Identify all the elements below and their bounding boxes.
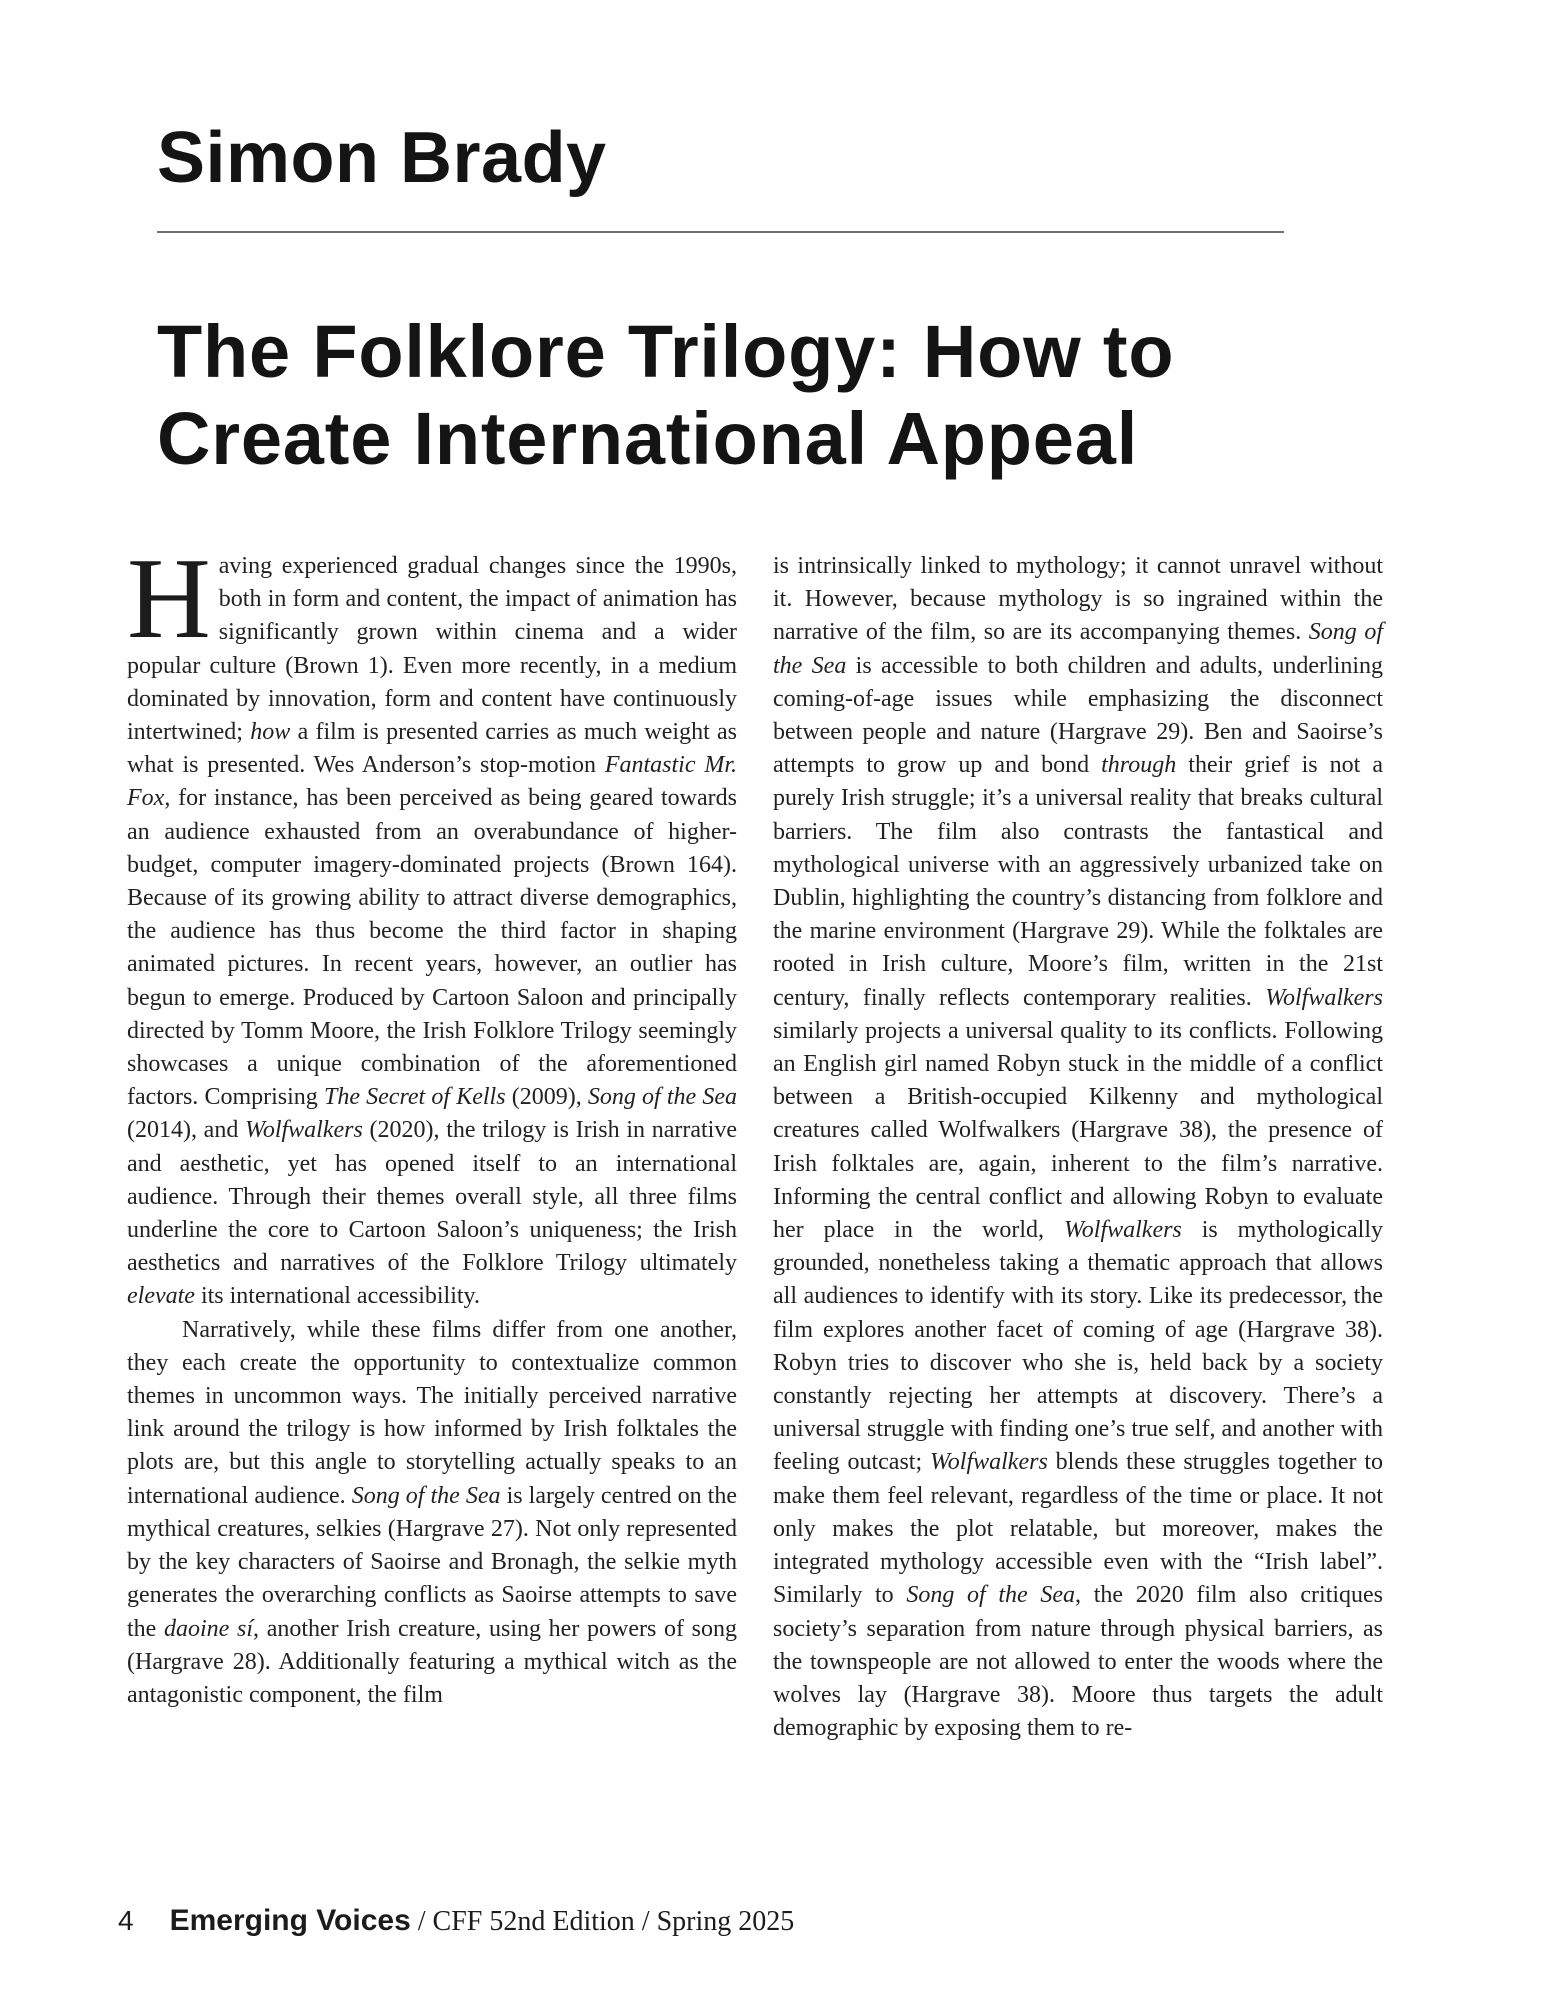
film-title: Song of the Sea [351,1482,501,1509]
film-title: Fantastic Mr. Fox [127,752,737,812]
edition-info: / CFF 52nd Edition / Spring 2025 [410,1906,795,1937]
text-run: (2014), and [127,1117,246,1144]
paragraph-2-continued [773,550,1383,1745]
text-run: is intrinsically linked to mythology; it cannot unravel without it. However, because mythology is so ingrained within the narrative of the film, so are its accompanying themes. [773,553,1383,646]
page-number: 4 [118,1905,134,1936]
text-run: aving experienced gradual changes since the 1990s, both in form and content, the impact of animation has significantly grown within cinema and a wider popular culture (Brown 1). Even more recently, in a medium dominated by innovation, form and content have continuously intertwined; [127,553,737,746]
film-title: Song of the Sea [906,1582,1076,1609]
text-run: their grief is not a purely Irish struggle; it’s a universal reality that breaks cultural barriers. The film also contrasts the fantastical and mythological universe with an aggressively urbanized take on Dublin, highlighting the country’s distancing from folklore and the marine environment (Hargrave 29). While the folktales are rooted in Irish culture, Moore’s film, written in the 21st century, finally reflects contemporary realities. [773,752,1383,1011]
author-name: Simon Brady [157,118,607,198]
emphasis: through [1101,752,1177,779]
text-run: (2020), the trilogy is Irish in narrative and aesthetic, yet has opened itself to an international audience. Through their themes overall style, all three films underline the core to Cartoon Saloon’s uniqueness; the Irish aesthetics and narratives of the Folklore Trilogy ultimately [127,1117,737,1277]
drop-cap: H [127,535,211,663]
title-line-1: The Folklore Trilogy: How to [157,310,1175,393]
text-run: Narratively, while these films differ from one another, they each create the opportunity to contextualize common themes in uncommon ways. The initially perceived narrative link around the trilogy is how informed by Irish folktales the plots are, but this angle to storytelling actually speaks to an international audience. [127,1316,737,1509]
text-run: is largely centred on the mythical creatures, selkies (Hargrave 27). Not only represented by the key characters of Saoirse and Bronagh, the selkie myth generates the overarching conflicts as Saoirse attempts to save the [127,1482,737,1642]
film-title: Wolfwalkers [1265,984,1383,1011]
emphasis: elevate [127,1283,195,1310]
text-run: (2009), [505,1084,588,1111]
film-title: Wolfwalkers [245,1117,363,1144]
film-title: Wolfwalkers [1063,1217,1182,1244]
text-run: , for instance, has been perceived as being geared towards an audience exhausted from an overabundance of higher-budget, computer imagery-dominated projects (Brown 164). Because of its growing ability to attract diverse demographics, the audience has thus become the third factor in shaping animated pictures. In recent years, however, an outlier has begun to emerge. Produced by Cartoon Saloon and principally directed by Tomm Moore, the Irish Folklore Trilogy seemingly showcases a unique combination of the aforementioned factors. Comprising [127,785,737,1111]
film-title: Song of the Sea [587,1084,738,1111]
text-run: , another Irish creature, using her powers of song (Hargrave 28). Additionally featuring a mythical witch as the antagonistic component, the film [127,1615,738,1708]
text-run: blends these struggles together to make them feel relevant, regardless of the time or place. It not only makes the plot relatable, but moreover, makes the integrated mythology accessible even with the “Irish label”. Similarly to [773,1449,1384,1609]
page-footer [118,1906,794,1936]
journal-name: Emerging Voices [169,1904,411,1937]
emphasis: daoine sí [164,1615,254,1642]
text-run: , the 2020 film also critiques society’s separation from nature through physical barriers, as the townspeople are not allowed to enter the woods where the wolves lay (Hargrave 38). Moore thus targets the adult demographic by exposing them to re- [773,1582,1384,1742]
text-run: similarly projects a universal quality to its conflicts. Following an English girl named Robyn stuck in the middle of a conflict between a British-occupied Kilkenny and mythological creatures called Wolfwalkers (Hargrave 38), the presence of Irish folktales are, again, inherent to the film’s narrative. Informing the central conflict and allowing Robyn to evaluate her place in the world, [773,1017,1383,1244]
body-column-left [127,535,738,1712]
title-line-2: Create International Appeal [157,397,1139,480]
emphasis: how [250,719,291,746]
paragraph-1 [127,535,738,1314]
text-run: a film is presented carries as much weight as what is presented. Wes Anderson’s stop-motion [127,719,738,779]
text-run: its international accessibility. [194,1283,480,1310]
text-run: is mythologically grounded, nonetheless taking a thematic approach that allows all audiences to identify with its story. Like its predecessor, the film explores another facet of coming of age (Hargrave 38). Robyn tries to discover who she is, held back by a society constantly rejecting her attempts at discovery. There’s a universal struggle with finding one’s true self, and another with feeling outcast; [773,1217,1383,1476]
header-divider [157,231,1284,233]
body-column-right [773,550,1383,1745]
text-run: is accessible to both children and adults, underlining coming-of-age issues while emphasizing the disconnect between people and nature (Hargrave 29). Ben and Saoirse’s attempts to grow up and bond [773,652,1383,779]
film-title: Song of the Sea [773,619,1383,679]
paragraph-2 [127,1314,737,1712]
film-title: Wolfwalkers [930,1449,1048,1476]
article-title [157,308,1417,482]
film-title: The Secret of Kells [323,1084,506,1111]
